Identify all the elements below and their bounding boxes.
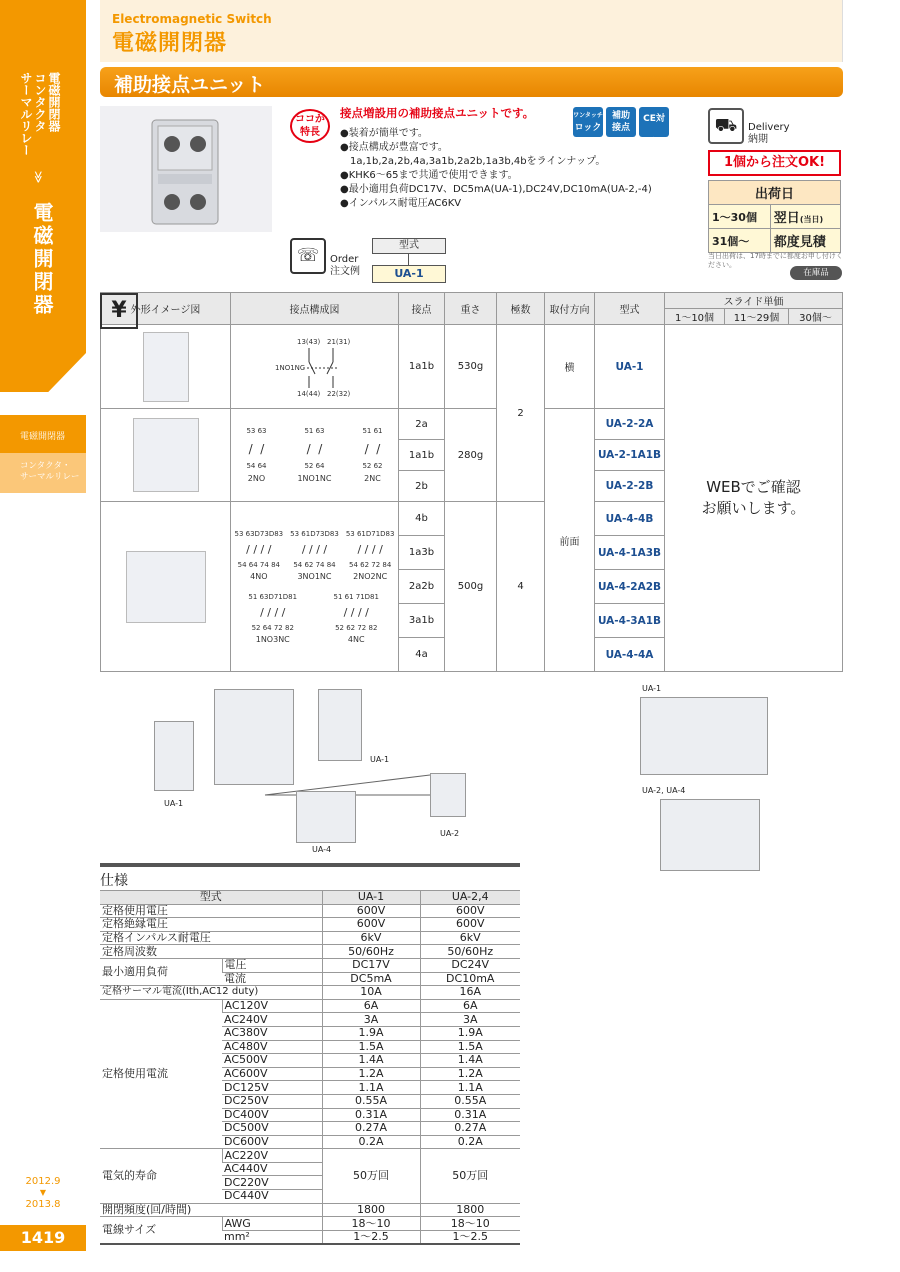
spec-value: 600V [420, 904, 520, 918]
col-model: 型式 [595, 293, 665, 325]
spec-value: DC17V [322, 958, 420, 972]
spec-title: 仕様 [100, 873, 128, 889]
divider [408, 254, 409, 265]
diag-label: 52 64 72 82 [251, 623, 294, 632]
spec-label: 定格周波数 [100, 945, 322, 959]
spec-label: 定格絶縁電圧 [100, 918, 322, 932]
spec-sub: DC500V [222, 1122, 322, 1136]
feature-lead: 接点増設用の補助接点ユニットです。 [340, 106, 535, 120]
col-diagram: 接点構成図 [231, 293, 399, 325]
ua1-mount-image [640, 697, 768, 775]
spec-sub: AC500V [222, 1054, 322, 1068]
ship-header: 出荷日 [709, 181, 841, 205]
shipping-table [708, 180, 841, 253]
contacts-cell: 2a2b [399, 570, 445, 604]
spec-value: 18～10 [420, 1217, 520, 1231]
yen-icon: ¥ [100, 293, 138, 329]
spec-value: 0.31A [420, 1108, 520, 1122]
spec-value: 50万回 [322, 1149, 420, 1203]
spec-value: 0.2A [420, 1135, 520, 1149]
diagram-ua4 [231, 502, 399, 672]
poles-cell: 4 [497, 502, 545, 672]
ua1-image [143, 332, 189, 402]
spec-sub: DC220V [222, 1176, 322, 1190]
order-label [330, 254, 360, 278]
page-title: 電磁開閉器 [112, 31, 228, 56]
spec-label: 定格使用電流 [100, 999, 222, 1149]
contacts-cell: 2b [399, 471, 445, 502]
model-cell[interactable]: UA-4-4B [595, 502, 665, 536]
date-range [0, 1175, 86, 1211]
spec-label: 定格使用電圧 [100, 904, 322, 918]
spec-label: 定格インパルス耐電圧 [100, 931, 322, 945]
contacts-cell: 3a1b [399, 604, 445, 638]
spec-table [100, 890, 520, 1245]
diag-label: 53 61D71D83 [345, 529, 395, 538]
feature-badge-text: 特長 [300, 127, 320, 138]
spec-value: 1～2.5 [322, 1230, 420, 1244]
spec-label: 開閉頻度(回/時間) [100, 1203, 322, 1217]
asm-label: UA-4 [312, 845, 332, 854]
spec-label: 定格サーマル電流(Ith,AC12 duty) [100, 986, 322, 1000]
contact-symbol [303, 348, 343, 388]
image-ua2 [101, 409, 231, 502]
diagram-ua1 [231, 325, 399, 409]
contact-symbol: / / [364, 442, 381, 456]
feature-line: 1a,1b,2a,2b,4a,3a1b,2a2b,1a3b,4bをラインナップ。 [350, 156, 606, 167]
diag-label: 52 64 [304, 462, 325, 470]
spec-sub: AC440V [222, 1162, 322, 1176]
spec-value: 0.27A [322, 1122, 420, 1136]
spec-value: 0.55A [322, 1094, 420, 1108]
model-cell[interactable]: UA-2-1A1B [595, 440, 665, 471]
spec-value: 10A [322, 986, 420, 1000]
col-price-2: 11～29個 [725, 309, 789, 325]
contact-symbol: / / / / [357, 542, 383, 556]
date-from: 2012.9 [25, 1176, 61, 1187]
diag-label: 22(32) [327, 389, 351, 398]
spec-value: 1.1A [420, 1081, 520, 1095]
spec-value: DC24V [420, 958, 520, 972]
diag-label: 54 64 74 84 [237, 560, 280, 569]
diagram-item [233, 530, 285, 581]
spec-sub: DC600V [222, 1135, 322, 1149]
diagram-item [362, 427, 382, 483]
spec-sub: DC400V [222, 1108, 322, 1122]
diag-name: 1NO1NC [297, 474, 332, 483]
sidebar-main: 電磁開閉器 [30, 202, 54, 317]
ua4-image [126, 551, 206, 623]
model-cell[interactable]: UA-1 [595, 325, 665, 409]
diag-label: 53 63D73D83 [234, 529, 284, 538]
ship-qty: 31個～ [709, 229, 771, 253]
ship-day: 翌日 [773, 211, 800, 226]
delivery-label [748, 122, 790, 146]
sidebar [0, 0, 86, 392]
ship-qty: 1～30個 [709, 205, 771, 229]
ua2-box [430, 773, 466, 817]
ship-day-sub: (当日) [799, 215, 824, 224]
contacts-cell: 4a [399, 638, 445, 672]
spec-value: 600V [322, 918, 420, 932]
model-cell[interactable]: UA-2-2B [595, 471, 665, 502]
diag-name: 2NC [364, 474, 381, 483]
diag-name: 4NO [250, 571, 268, 581]
product-image [100, 106, 272, 232]
web-note [665, 477, 842, 519]
diag-label: 52 62 [362, 462, 383, 470]
contactor-box [214, 689, 294, 785]
contact-symbol: / / / / [246, 542, 272, 556]
diag-label: 51 61 [362, 427, 383, 435]
spec-value: 1.5A [322, 1040, 420, 1054]
badge-text: ロック [574, 123, 602, 133]
diag-label: 52 62 72 82 [335, 623, 378, 632]
spec-value: 1800 [322, 1203, 420, 1217]
ua1-right-box [318, 689, 362, 761]
diagram-item [288, 530, 340, 581]
diagram-item [344, 530, 396, 581]
contacts-cell: 1a1b [399, 325, 445, 409]
sidebar-tab-contactor[interactable] [0, 453, 86, 493]
model-cell[interactable]: UA-4-1A3B [595, 536, 665, 570]
order-model-header: 型式 [372, 238, 446, 254]
diagram-item [297, 427, 331, 483]
web-note-line: WEBでご確認 [706, 478, 801, 496]
spec-sub: DC250V [222, 1094, 322, 1108]
diagram-item [246, 427, 266, 483]
spec-sub: AC120V [222, 999, 322, 1013]
spec-value: 1.9A [322, 1026, 420, 1040]
chevron-down-icon: ≫ [31, 170, 46, 184]
spec-value: 0.55A [420, 1094, 520, 1108]
badge-text: 接点 [611, 123, 630, 133]
price-cell [665, 325, 843, 672]
ua24-mount-image [660, 799, 760, 871]
spec-sub: DC125V [222, 1081, 322, 1095]
order-en: Order [330, 254, 359, 265]
contact-symbol: / / / / [343, 605, 369, 619]
diag-name: 2NO2NC [353, 571, 388, 581]
col-contacts: 接点 [399, 293, 445, 325]
diag-name: 2NO [247, 474, 266, 483]
spec-value: 50/60Hz [420, 945, 520, 959]
weight-cell: 280g [445, 409, 497, 502]
feature-line: ●接点構成が豊富です。 [340, 142, 448, 153]
sidebar-title-bot: サーマルリレー [19, 72, 33, 156]
spec-sub: DC440V [222, 1190, 322, 1204]
contact-symbol: / / [306, 442, 323, 456]
product-table [100, 292, 843, 672]
spec-value: 50万回 [420, 1149, 520, 1203]
contacts-cell: 4b [399, 502, 445, 536]
sidebar-tab-label: 電磁開閉器 [20, 432, 66, 442]
spec-value: 600V [420, 918, 520, 932]
col-poles: 極数 [497, 293, 545, 325]
badge-text: CE対応 [643, 114, 665, 148]
feature-line: ●インパルス耐電圧AC6KV [340, 198, 462, 209]
spec-value: 1.4A [420, 1054, 520, 1068]
spec-value: 1.1A [322, 1081, 420, 1095]
spec-value: 0.2A [322, 1135, 420, 1149]
asm-label: UA-1 [164, 799, 184, 808]
image-ua1 [101, 325, 231, 409]
spec-value: 1.2A [420, 1067, 520, 1081]
sidebar-tab-switch[interactable] [0, 415, 86, 453]
page-header [100, 0, 843, 62]
asm-label: UA-2 [440, 829, 460, 838]
spec-value: DC10mA [420, 972, 520, 986]
model-cell[interactable]: UA-2-2A [595, 409, 665, 440]
contact-symbol: / / / / [301, 542, 328, 556]
section-title: 補助接点ユニット [114, 74, 266, 96]
feature-badge-text: ココが [295, 114, 325, 125]
spec-value: 18～10 [322, 1217, 420, 1231]
spec-value: 6kV [322, 931, 420, 945]
spec-sub: 電流 [222, 972, 322, 986]
badge-text: ワンタッチ [573, 112, 603, 119]
sidebar-tab-label: サーマルリレー [20, 471, 80, 482]
badge-aux [606, 107, 636, 137]
weight-cell: 530g [445, 325, 497, 409]
spec-value: DC5mA [322, 972, 420, 986]
spec-head: UA-1 [322, 891, 420, 905]
diag-label: 51 63D71D81 [248, 592, 298, 601]
web-note-line: お願いします。 [701, 499, 806, 517]
section-bar [100, 67, 843, 97]
diag-label: 13(43) [297, 337, 321, 346]
spec-value: 1～2.5 [420, 1230, 520, 1244]
ua2-image [133, 418, 199, 492]
ship-day: 都度見積 [770, 229, 840, 253]
spec-value: 1.9A [420, 1026, 520, 1040]
col-price: スライド単価 [665, 293, 843, 309]
contacts-cell: 2a [399, 409, 445, 440]
truck-icon: ⛟ [708, 108, 744, 144]
contact-symbol: / / / / [260, 605, 286, 619]
spec-value: 1.2A [322, 1067, 420, 1081]
ship-note: 当日出荷は、17時までに都度お申し付けください。 [708, 252, 843, 269]
diag-name: 1NO3NC [255, 634, 290, 644]
delivery-jp: 納期 [748, 134, 768, 145]
contact-symbol: / / [248, 442, 265, 456]
badge-onetouch [573, 107, 603, 137]
diag-label: 54 64 [246, 462, 267, 470]
order-ok-banner: 1個から注文OK! [708, 150, 841, 176]
spec-value: 1800 [420, 1203, 520, 1217]
diagram-ua2 [231, 409, 399, 502]
diag-label: 54 62 72 84 [348, 560, 392, 569]
spec-value: 50/60Hz [322, 945, 420, 959]
model-cell[interactable]: UA-4-2A2B [595, 570, 665, 604]
aux-contact-unit-image [100, 106, 272, 232]
sidebar-title-mid: コンタクタ [33, 72, 47, 132]
arrow-down-icon: ▼ [39, 1188, 47, 1197]
diag-label: 14(44) [297, 389, 321, 398]
diag-label: 51 63 [304, 427, 325, 435]
diag-label: 1NO1NC [275, 363, 305, 372]
spec-value: 0.27A [420, 1122, 520, 1136]
spec-sub: AC380V [222, 1026, 322, 1040]
spec-head: UA-2,4 [420, 891, 520, 905]
page-number: 1419 [0, 1225, 86, 1251]
diag-label: 51 61 71D81 [333, 592, 379, 601]
col-mount: 取付方向 [545, 293, 595, 325]
stock-badge: 在庫品 [790, 266, 842, 280]
col-image: 外形イメージ図 [101, 293, 231, 325]
asm-label: UA-1 [370, 755, 390, 764]
spec-sub: mm² [222, 1230, 322, 1244]
badge-ce [639, 107, 669, 148]
sidebar-title-top: 電磁開閉器 [47, 72, 61, 132]
spec-head: 型式 [100, 891, 322, 905]
diag-label: 54 62 74 84 [293, 560, 336, 569]
asm-label: UA-2, UA-4 [642, 786, 686, 795]
spec-label: 最小適用負荷 [100, 958, 222, 985]
diag-label: 53 63 [246, 427, 267, 435]
spec-sub: AC600V [222, 1067, 322, 1081]
asm-label: UA-1 [642, 684, 662, 693]
badge-text: 補助 [611, 111, 630, 121]
feature-line: ●最小適用負荷DC17V、DC5mA(UA-1),DC24V,DC10mA(UA-2,-4) [340, 184, 652, 195]
diagram-item [247, 593, 299, 644]
phone-icon: ☏ [290, 238, 326, 274]
spec-value: 600V [322, 904, 420, 918]
poles-cell: 2 [497, 325, 545, 502]
date-to: 2013.8 [25, 1199, 61, 1211]
spec-value: 6A [420, 999, 520, 1013]
spec-label: 電気的寿命 [100, 1149, 222, 1203]
spec-sub: 電圧 [222, 958, 322, 972]
mount-cell: 横 [545, 325, 595, 409]
ua4-box [296, 791, 356, 843]
spec-sub: AC480V [222, 1040, 322, 1054]
diag-label: 53 61D73D83 [290, 529, 339, 538]
spec-value: 1.5A [420, 1040, 520, 1054]
diagram-item [330, 593, 382, 644]
ua1-left-box [154, 721, 194, 791]
spec-value: 0.31A [322, 1108, 420, 1122]
header-english: Electromagnetic Switch [112, 12, 272, 26]
spec-value: 6kV [420, 931, 520, 945]
delivery-en: Delivery [748, 122, 790, 133]
order-jp: 注文例 [330, 266, 360, 277]
diag-name: 3NO1NC [297, 571, 332, 581]
contacts-cell: 1a3b [399, 536, 445, 570]
mount-cell: 前面 [545, 409, 595, 672]
weight-cell: 500g [445, 502, 497, 672]
spec-label: 電線サイズ [100, 1217, 222, 1244]
spec-value: 1.4A [322, 1054, 420, 1068]
spec-sub: AC240V [222, 1013, 322, 1027]
diag-name: 4NC [347, 634, 365, 644]
feature-badge [290, 109, 330, 143]
spec-value: 6A [322, 999, 420, 1013]
spec-sub: AC220V [222, 1149, 322, 1163]
model-cell[interactable]: UA-4-3A1B [595, 604, 665, 638]
spec-value: 16A [420, 986, 520, 1000]
order-model: UA-1 [372, 265, 446, 283]
model-cell[interactable]: UA-4-4A [595, 638, 665, 672]
col-price-1: 1～10個 [665, 309, 725, 325]
image-ua4 [101, 502, 231, 672]
feature-line: ●装着が簡単です。 [340, 128, 428, 139]
contacts-cell: 1a1b [399, 440, 445, 471]
spec-value: 3A [322, 1013, 420, 1027]
spec-value: 3A [420, 1013, 520, 1027]
col-weight: 重さ [445, 293, 497, 325]
divider [100, 863, 520, 867]
assembly-diagram [150, 685, 480, 855]
sidebar-tab-label: コンタクタ・ [20, 461, 71, 471]
spec-sub: AWG [222, 1217, 322, 1231]
col-price-3: 30個～ [789, 309, 843, 325]
diag-label: 21(31) [327, 337, 351, 346]
feature-line: ●KHK6～65まで共通で使用できます。 [340, 170, 518, 181]
